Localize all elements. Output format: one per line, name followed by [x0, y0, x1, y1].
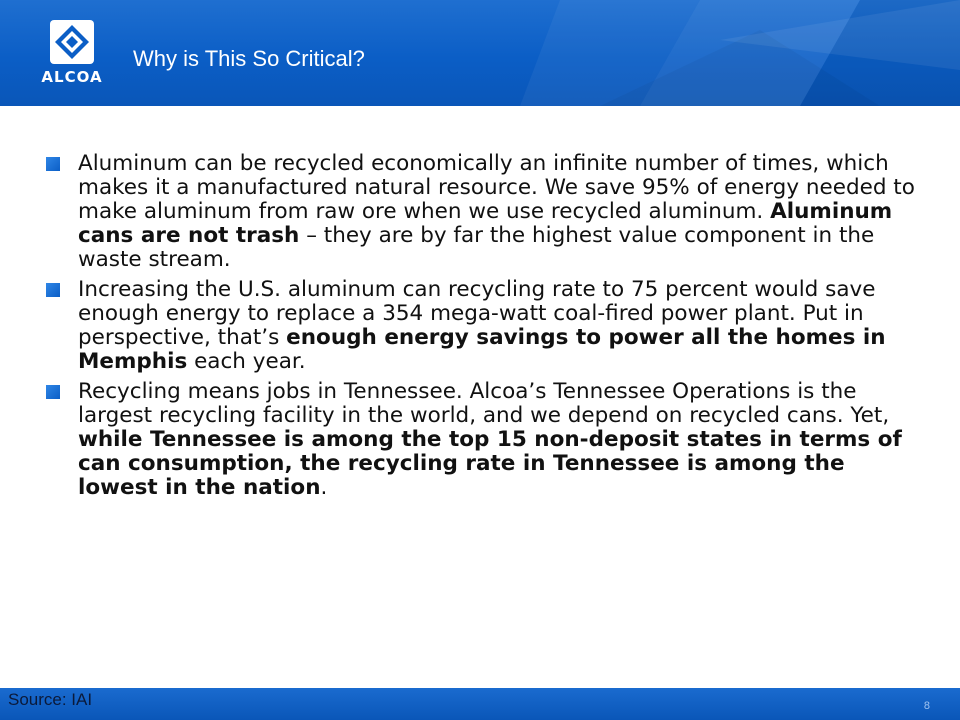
header-banner	[0, 0, 960, 106]
bullet-item	[46, 380, 926, 500]
bullet-list	[46, 152, 926, 506]
bullet-text-plain: Recycling means jobs in Tennessee. Alcoa’s Tennessee Operations is the largest recycling facility in the world, and we depend on recycled cans. Yet,	[78, 379, 890, 428]
square-bullet-icon	[46, 157, 60, 171]
bullet-text-bold: while Tennessee is among the top 15 non-deposit states in terms of can consumption, the recycling rate in Tennessee is among the lowest in the nation	[78, 427, 902, 500]
bullet-text-plain: Increasing the U.S. aluminum can recycling rate to 75 percent would save enough energy to replace a 354 mega-watt coal-fired power plant. Put in perspective, that’s	[78, 277, 876, 350]
bullet-item	[46, 278, 926, 374]
square-bullet-icon	[46, 385, 60, 399]
bullet-text-bold: enough energy savings to power all the homes in Memphis	[78, 325, 886, 374]
page-number: 8	[923, 700, 930, 712]
bullet-text-plain: each year.	[187, 349, 306, 374]
source-note: Source: IAI	[8, 690, 93, 709]
bullet-text-bold: Aluminum cans are not trash	[78, 199, 893, 248]
bullet-text-plain: .	[320, 475, 328, 500]
alcoa-logo-icon	[50, 20, 94, 64]
bullet-item	[46, 152, 926, 272]
bullet-text-plain: – they are by far the highest value component in the waste stream.	[78, 223, 875, 272]
logo-wordmark: ALCOA	[41, 68, 103, 86]
page-title: Why is This So Critical?	[133, 46, 365, 71]
footer-bar	[0, 688, 960, 720]
bullet-text-plain: Aluminum can be recycled economically an infinite number of times, which makes it a manufactured natural resource. We save 95% of energy needed to make aluminum from raw ore when we use recycled aluminum.	[78, 151, 915, 224]
square-bullet-icon	[46, 283, 60, 297]
